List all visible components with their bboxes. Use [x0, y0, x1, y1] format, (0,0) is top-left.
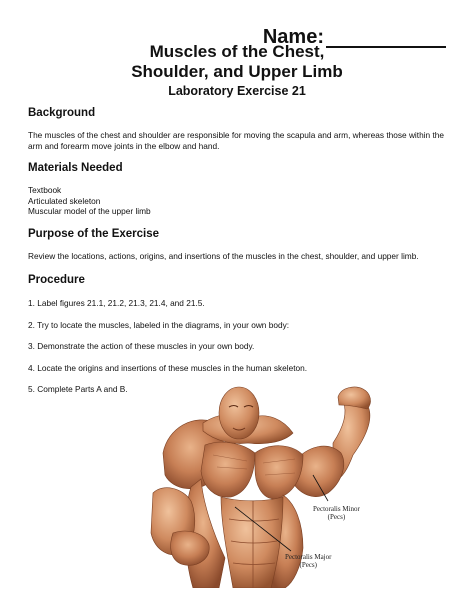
label-minor-alias: (Pecs): [327, 513, 346, 521]
purpose-section: [28, 227, 448, 262]
procedure-step: 1. Label figures 21.1, 21.2, 21.3, 21.4, and 21.5.: [28, 298, 205, 308]
background-heading: Background: [28, 107, 96, 119]
background-section: [28, 106, 448, 151]
procedure-steps: [28, 298, 448, 395]
title-line-1: Muscles of the Chest,: [149, 42, 325, 61]
subtitle: Laboratory Exercise 21: [168, 84, 306, 98]
procedure-step: 2. Try to locate the muscles, labeled in the diagrams, in your own body:: [28, 319, 290, 330]
label-minor-name: Pectoralis Minor: [313, 505, 360, 513]
materials-list: [28, 185, 448, 217]
list-item: Textbook: [28, 185, 62, 195]
procedure-step: 5. Complete Parts A and B.: [28, 384, 128, 394]
list-item: Articulated skeleton: [28, 195, 101, 206]
muscle-figure: [143, 383, 376, 588]
name-label: Name:: [262, 26, 324, 48]
materials-heading: Materials Needed: [28, 162, 123, 174]
document-body: [28, 106, 448, 395]
purpose-text: Review the locations, actions, origins, and insertions of the muscles in the chest, shoulder, and upper limb.: [28, 250, 419, 261]
document-title: [0, 42, 474, 100]
list-item: Muscular model of the upper limb: [28, 206, 151, 216]
procedure-step: 4. Locate the origins and insertions of these muscles in the human skeleton.: [28, 362, 308, 373]
muscle-illustration: [143, 383, 376, 588]
label-major-name: Pectoralis Major: [285, 553, 332, 561]
label-major-alias: (Pecs): [299, 561, 317, 569]
purpose-heading: Purpose of the Exercise: [28, 227, 160, 240]
procedure-step: 3. Demonstrate the action of these muscles in your own body.: [28, 341, 255, 351]
procedure-section: [28, 273, 448, 395]
title-line-2: Shoulder, and Upper Limb: [131, 62, 343, 81]
pectoralis-minor-label: [313, 505, 360, 521]
materials-section: [28, 161, 448, 217]
background-text: The muscles of the chest and shoulder are responsible for moving the scapula and arm, whereas those within the arm and forearm move joints in the elbow and hand.: [28, 130, 444, 151]
procedure-heading: Procedure: [28, 274, 85, 286]
pectoralis-major-label: [285, 553, 331, 569]
